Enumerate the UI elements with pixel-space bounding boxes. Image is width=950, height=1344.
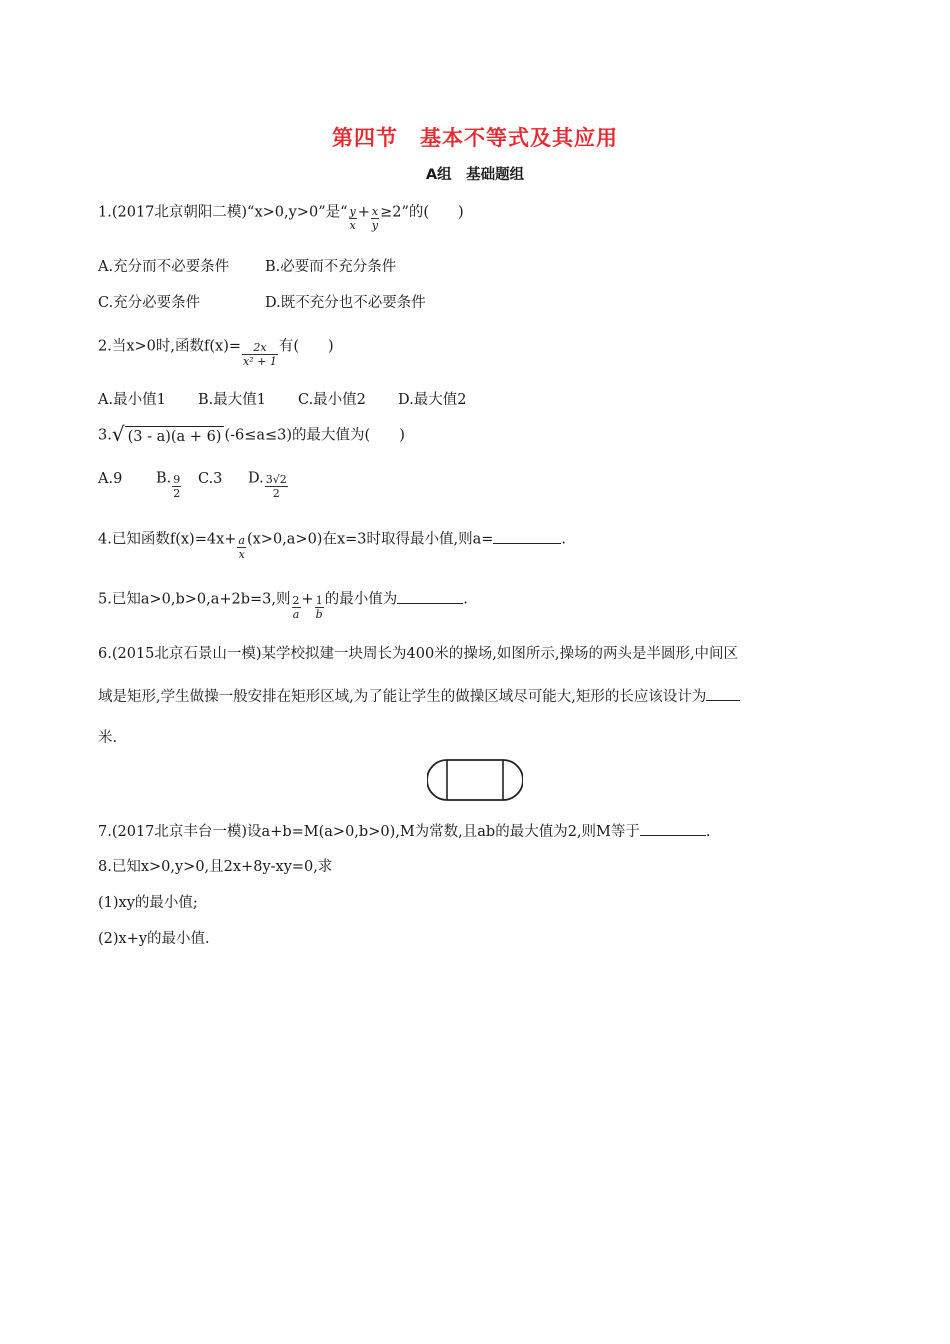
q3-option-c: C.3 [198, 470, 223, 487]
q3-square-root [112, 424, 225, 447]
q3-radicand: (3 - a)(a + 6) [125, 426, 225, 447]
q2-option-d: D.最大值2 [398, 392, 467, 408]
q8-stem: 8.已知x>0,y>0,且2x+8y-xy=0,求 [98, 859, 333, 875]
q1-option-b: B.必要而不充分条件 [265, 259, 397, 275]
q1-option-a: A.充分而不必要条件 [98, 259, 230, 275]
question-7 [98, 821, 711, 842]
q3-option-b: B. $\frac{9}{2}$ [156, 470, 181, 500]
q5-fraction-1-over-b: $\frac{1}{b}$ [315, 594, 323, 621]
q5-fraction-2-over-a: $\frac{2}{a}$ [292, 594, 300, 621]
q6-answer-blank[interactable] [706, 686, 740, 701]
q4-answer-blank[interactable] [493, 529, 561, 544]
q3-options [98, 465, 289, 500]
q3-number: 3. [98, 427, 112, 444]
q2-option-c: C.最小值2 [298, 392, 366, 408]
q1-fraction-y-over-x: $\frac{y}{x}$ [349, 205, 356, 232]
q4-stem-end: (x>0,a>0)在x=3时取得最小值,则a= [246, 531, 494, 548]
q6-line-1: 6.(2015北京石景山一模)某学校拟建一块周长为400米的操场,如图所示,操场的两头是半圆形,中间区 [98, 646, 739, 662]
question-1 [98, 199, 464, 232]
section-title: 第四节 基本不等式及其应用 [332, 126, 618, 150]
q8-part-2: (2)x+y的最小值. [98, 931, 210, 947]
q1-fraction-x-over-y: $\frac{x}{y}$ [371, 205, 379, 232]
q4-fraction: $\frac{a}{x}$ [238, 534, 245, 561]
q1-plus: + [357, 204, 370, 221]
q3-option-a: A.9 [98, 470, 123, 487]
question-2 [98, 333, 334, 368]
question-5 [98, 586, 468, 621]
q1-stem-start: 1.(2017北京朝阳二模)“x>0,y>0”是“ [98, 204, 348, 221]
q1-option-d: D.既不充分也不必要条件 [265, 295, 426, 311]
q5-answer-blank[interactable] [397, 589, 463, 604]
group-subtitle: A组 基础题组 [425, 167, 525, 183]
q2-option-b: B.最大值1 [198, 392, 266, 408]
q1-option-c: C.充分必要条件 [98, 295, 201, 311]
q3-option-d: D. $\frac{3√2}{2}$ [248, 470, 287, 500]
q4-stem-start: 4.已知函数f(x)=4x+ [98, 531, 237, 548]
question-3 [98, 424, 405, 447]
q5-period: . [463, 591, 468, 608]
q2-options [98, 390, 466, 410]
q6-line-2 [98, 686, 740, 707]
q7-answer-blank[interactable] [640, 821, 706, 836]
q4-period: . [561, 531, 567, 548]
q2-stem-end: 有( ) [278, 338, 334, 355]
q6-line-3: 米. [98, 730, 118, 746]
track-outline [427, 760, 523, 800]
q5-stem-start: 5.已知a>0,b>0,a+2b=3,则 [98, 591, 291, 608]
q7-period: . [705, 824, 711, 840]
q7-stem: 7.(2017北京丰台一模)设a+b=M(a>0,b>0),M为常数,且ab的最大值为2,则M等于 [98, 824, 640, 840]
q5-plus: + [301, 591, 314, 608]
q1-options-row-2 [98, 293, 426, 313]
q1-options-row-1 [98, 257, 396, 277]
q1-stem-end: ≥2”的( ) [380, 204, 464, 221]
q2-fraction: $\frac{2x}{\text{x² + 1}}$ [243, 341, 277, 368]
q5-stem-end: 的最小值为 [324, 591, 398, 608]
q6-line-2-text: 域是矩形,学生做操一般安排在矩形区域,为了能让学生的做操区域尽可能大,矩形的长应该设计为 [98, 689, 707, 705]
q3-stem-end: (-6≤a≤3)的最大值为( ) [224, 427, 405, 444]
q8-part-1: (1)xy的最小值; [98, 895, 198, 911]
stadium-track-diagram [427, 759, 523, 801]
q2-stem-start: 2.当x>0时,函数f(x)= [98, 338, 242, 355]
question-4 [98, 526, 567, 561]
q2-option-a: A.最小值1 [98, 392, 166, 408]
radical-sign-icon: √ [111, 422, 125, 446]
